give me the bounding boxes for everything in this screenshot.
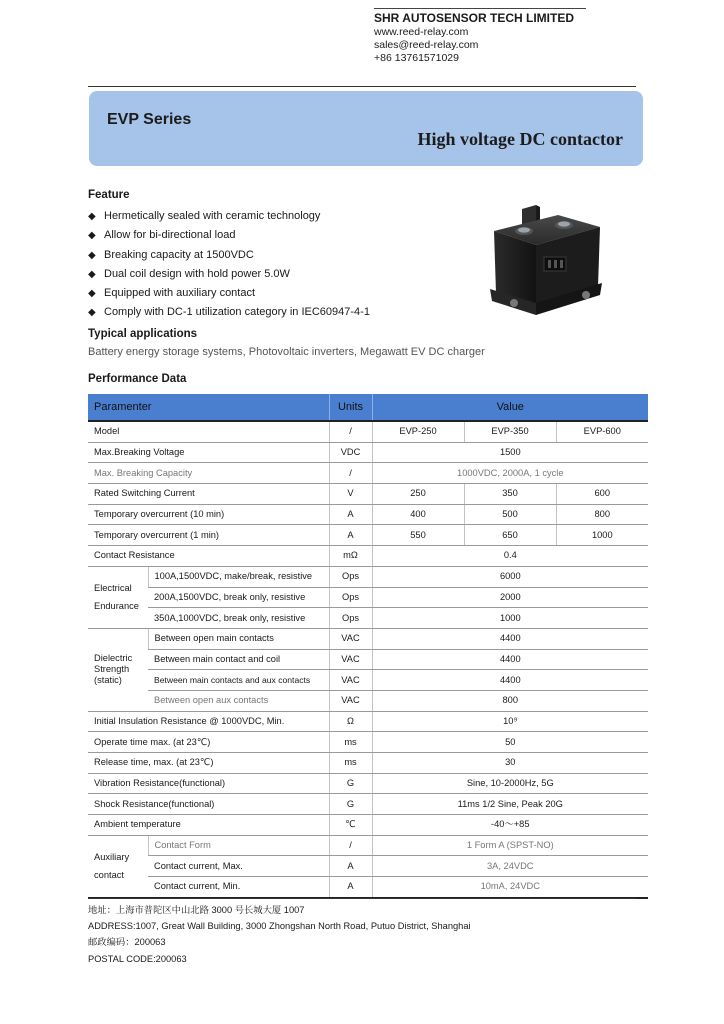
row-value: 11ms 1/2 Sine, Peak 20G bbox=[372, 794, 648, 815]
row-unit: G bbox=[329, 773, 372, 794]
row-value: 800 bbox=[556, 504, 648, 525]
row-value: 0.4 bbox=[372, 546, 648, 567]
model-cell: EVP-250 bbox=[372, 421, 464, 442]
performance-heading: Performance Data bbox=[88, 373, 187, 385]
row-value: 50 bbox=[372, 732, 648, 753]
row-value: -40～+85 bbox=[372, 815, 648, 836]
row-value: 1000 bbox=[372, 608, 648, 629]
feature-item: ◆ Equipped with auxiliary contact bbox=[88, 284, 370, 303]
table-row bbox=[88, 628, 648, 649]
table-row bbox=[88, 546, 648, 567]
row-value: 650 bbox=[464, 525, 556, 546]
row-label: 200A,1500VDC, break only, resistive bbox=[148, 587, 329, 608]
table-row bbox=[88, 856, 648, 877]
contactor-product-image bbox=[486, 203, 606, 328]
row-unit: ms bbox=[329, 753, 372, 774]
table-row bbox=[88, 815, 648, 836]
row-value: 1500 bbox=[372, 442, 648, 463]
table-row bbox=[88, 711, 648, 732]
table-row bbox=[88, 484, 648, 505]
row-unit: Ops bbox=[329, 608, 372, 629]
row-unit: Ops bbox=[329, 566, 372, 587]
feature-item: ◆ Allow for bi-directional load bbox=[88, 226, 370, 245]
table-row bbox=[88, 608, 648, 629]
row-label: Vibration Resistance(functional) bbox=[88, 773, 329, 794]
table-row bbox=[88, 463, 648, 484]
diamond-bullet-icon: ◆ bbox=[88, 230, 96, 242]
diamond-bullet-icon: ◆ bbox=[88, 268, 96, 280]
row-label: Between main contact and coil bbox=[148, 649, 329, 670]
row-value: 800 bbox=[372, 690, 648, 711]
row-label: Rated Switching Current bbox=[88, 484, 329, 505]
postal-en: POSTAL CODE:200063 bbox=[88, 953, 187, 964]
row-value: 350 bbox=[464, 484, 556, 505]
row-label: Operate time max. (at 23℃) bbox=[88, 732, 329, 753]
table-row bbox=[88, 794, 648, 815]
row-label: Shock Resistance(functional) bbox=[88, 794, 329, 815]
row-label: Contact current, Max. bbox=[148, 856, 329, 877]
row-unit: A bbox=[329, 877, 372, 898]
group-label-dielectric-strength: Dielectric Strength (static) bbox=[88, 628, 148, 711]
row-value: 1000 bbox=[556, 525, 648, 546]
row-unit: ℃ bbox=[329, 815, 372, 836]
row-value: 2000 bbox=[372, 587, 648, 608]
table-row bbox=[88, 753, 648, 774]
table-row bbox=[88, 504, 648, 525]
row-unit: Ops bbox=[329, 587, 372, 608]
row-unit: VAC bbox=[329, 649, 372, 670]
row-label: Contact Resistance bbox=[88, 546, 329, 567]
row-value: 10⁹ bbox=[372, 711, 648, 732]
row-unit: G bbox=[329, 794, 372, 815]
table-row bbox=[88, 670, 648, 691]
table-row bbox=[88, 649, 648, 670]
feature-item: ◆ Hermetically sealed with ceramic technology bbox=[88, 207, 370, 226]
row-label: Max. Breaking Capacity bbox=[88, 463, 329, 484]
row-label: 100A,1500VDC, make/break, resistive bbox=[148, 566, 329, 587]
group-label-electrical-endurance: Electrical Endurance bbox=[88, 566, 148, 628]
title-banner bbox=[89, 91, 643, 166]
group-label-auxiliary-contact: Auxiliary contact bbox=[88, 835, 148, 898]
row-unit: mΩ bbox=[329, 546, 372, 567]
series-title: EVP Series bbox=[107, 111, 192, 128]
applications-heading: Typical applications bbox=[88, 328, 198, 340]
table-row bbox=[88, 690, 648, 711]
row-value: 500 bbox=[464, 504, 556, 525]
diamond-bullet-icon: ◆ bbox=[88, 307, 96, 319]
row-label: Release time, max. (at 23℃) bbox=[88, 753, 329, 774]
row-label: Max.Breaking Voltage bbox=[88, 442, 329, 463]
row-unit: A bbox=[329, 856, 372, 877]
postal-cn: 邮政编码：200063 bbox=[88, 937, 166, 948]
row-unit: / bbox=[329, 463, 372, 484]
table-row bbox=[88, 525, 648, 546]
model-cell: EVP-600 bbox=[556, 421, 648, 442]
product-subtitle: High voltage DC contactor bbox=[417, 129, 623, 149]
company-email[interactable]: sales@reed-relay.com bbox=[374, 39, 479, 51]
feature-item: ◆ Breaking capacity at 1500VDC bbox=[88, 246, 370, 265]
row-value: 400 bbox=[372, 504, 464, 525]
feature-heading: Feature bbox=[88, 189, 130, 201]
row-value: 30 bbox=[372, 753, 648, 774]
header-divider bbox=[88, 86, 636, 87]
footer-divider bbox=[88, 898, 636, 899]
row-unit: Ω bbox=[329, 711, 372, 732]
row-value: 250 bbox=[372, 484, 464, 505]
row-value: 4400 bbox=[372, 670, 648, 691]
row-label: Ambient temperature bbox=[88, 815, 329, 836]
company-phone: +86 13761571029 bbox=[374, 52, 459, 64]
row-unit: VAC bbox=[329, 690, 372, 711]
table-row bbox=[88, 587, 648, 608]
performance-table bbox=[88, 394, 648, 899]
applications-text: Battery energy storage systems, Photovoltaic inverters, Megawatt EV DC charger bbox=[88, 346, 485, 358]
row-label: Temporary overcurrent (1 min) bbox=[88, 525, 329, 546]
row-unit: VAC bbox=[329, 670, 372, 691]
address-en: ADDRESS:1007, Great Wall Building, 3000 Zhongshan North Road, Putuo District, Shanghai bbox=[88, 921, 471, 932]
row-label: 350A,1000VDC, break only, resistive bbox=[148, 608, 329, 629]
row-label: Between main contacts and aux contacts bbox=[148, 670, 329, 691]
row-unit: / bbox=[329, 421, 372, 442]
row-value: 1000VDC, 2000A, 1 cycle bbox=[372, 463, 648, 484]
row-label: Contact current, Min. bbox=[148, 877, 329, 898]
company-info bbox=[374, 8, 588, 65]
row-value: 600 bbox=[556, 484, 648, 505]
row-label: Temporary overcurrent (10 min) bbox=[88, 504, 329, 525]
header-parameter: Paramenter bbox=[88, 394, 329, 421]
table-row bbox=[88, 877, 648, 898]
diamond-bullet-icon: ◆ bbox=[88, 288, 96, 300]
row-value: 4400 bbox=[372, 649, 648, 670]
row-label: Between open aux contacts bbox=[148, 690, 329, 711]
row-value: 1 Form A (SPST-NO) bbox=[372, 835, 648, 856]
table-row bbox=[88, 732, 648, 753]
footer bbox=[88, 902, 471, 967]
address-cn: 地址：上海市普陀区中山北路 3000 号长城大厦 1007 bbox=[88, 905, 305, 915]
company-website[interactable]: www.reed-relay.com bbox=[374, 26, 469, 38]
row-value: 550 bbox=[372, 525, 464, 546]
table-row bbox=[88, 442, 648, 463]
row-value: 3A, 24VDC bbox=[372, 856, 648, 877]
table-row bbox=[88, 421, 648, 442]
header-value: Value bbox=[372, 394, 648, 421]
row-value: 10mA, 24VDC bbox=[372, 877, 648, 898]
row-value: 4400 bbox=[372, 628, 648, 649]
row-unit: A bbox=[329, 504, 372, 525]
header-units: Units bbox=[329, 394, 372, 421]
row-unit: VAC bbox=[329, 628, 372, 649]
feature-item: ◆ Comply with DC-1 utilization category in IEC60947-4-1 bbox=[88, 303, 370, 322]
row-label: Between open main contacts bbox=[148, 628, 329, 649]
row-unit: A bbox=[329, 525, 372, 546]
feature-item: ◆ Dual coil design with hold power 5.0W bbox=[88, 265, 370, 284]
diamond-bullet-icon: ◆ bbox=[88, 211, 96, 222]
row-label: Initial Insulation Resistance @ 1000VDC, Min. bbox=[88, 711, 329, 732]
row-label: Model bbox=[88, 421, 329, 442]
row-value: Sine, 10-2000Hz, 5G bbox=[372, 773, 648, 794]
diamond-bullet-icon: ◆ bbox=[88, 249, 96, 261]
feature-list bbox=[88, 207, 370, 323]
table-row bbox=[88, 566, 648, 587]
table-row bbox=[88, 773, 648, 794]
row-value: 6000 bbox=[372, 566, 648, 587]
row-unit: V bbox=[329, 484, 372, 505]
company-name: SHR AUTOSENSOR TECH LIMITED bbox=[374, 11, 575, 25]
row-unit: ms bbox=[329, 732, 372, 753]
table-header-row bbox=[88, 394, 648, 421]
table-row bbox=[88, 835, 648, 856]
row-label: Contact Form bbox=[148, 835, 329, 856]
row-unit: / bbox=[329, 835, 372, 856]
model-cell: EVP-350 bbox=[464, 421, 556, 442]
row-unit: VDC bbox=[329, 442, 372, 463]
